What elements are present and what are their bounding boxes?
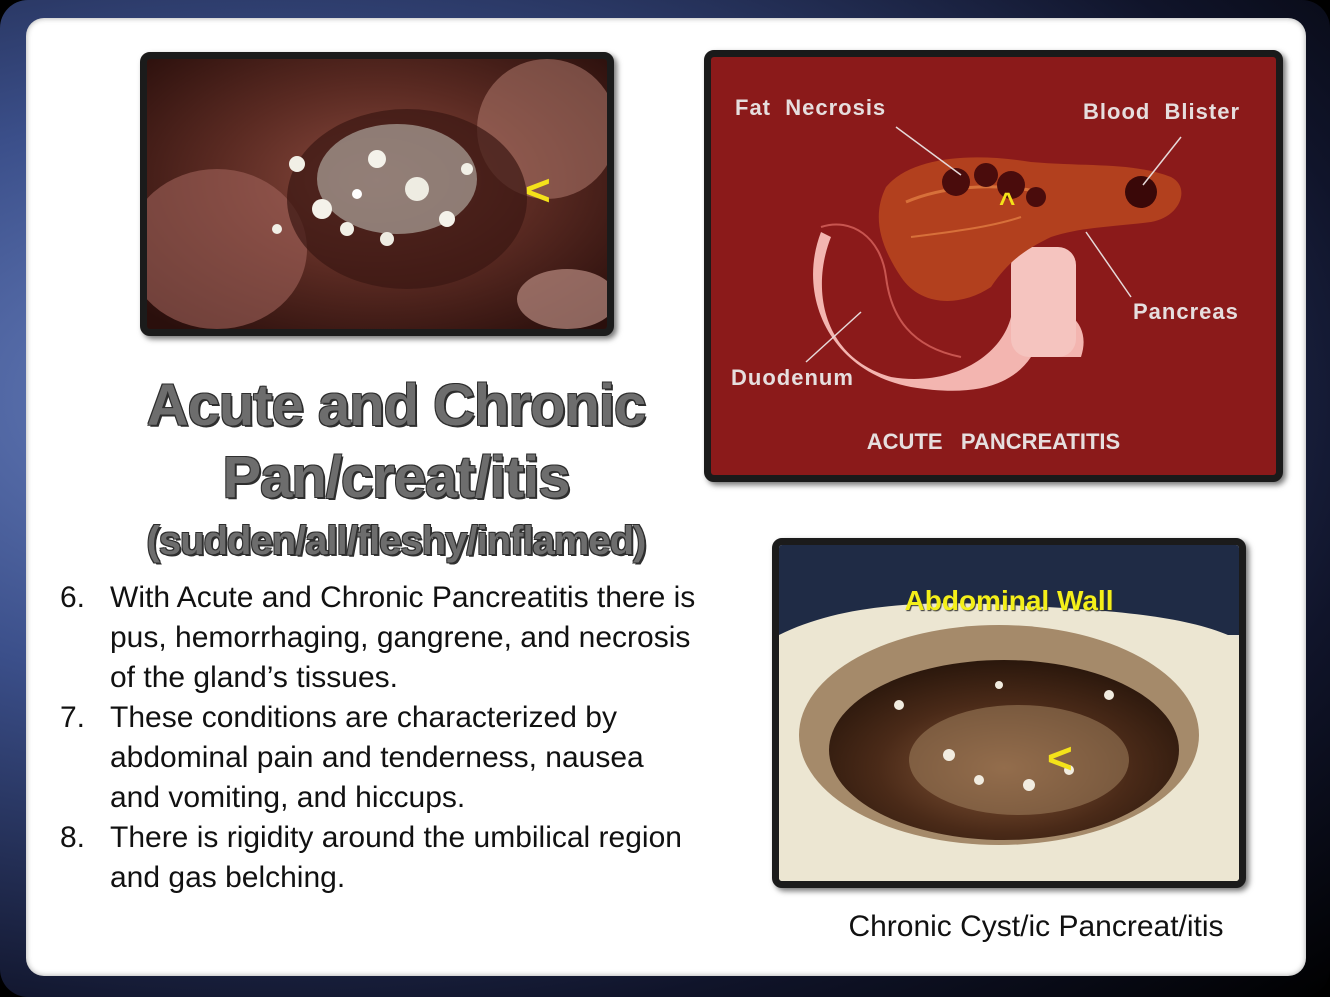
pancreas-label: Pancreas [1133,299,1239,324]
endoscopic-pointer: < [525,166,551,215]
endoscopic-photo [140,52,614,336]
blood-blister-label: Blood Blister [1083,99,1241,124]
cyst-photo [772,538,1246,888]
list-item [60,818,700,898]
list-item-text: There is rigidity around the umbilical region and gas belching. [110,821,682,894]
page-subtitle: (sudden/all/fleshy/inflamed) [146,519,646,563]
points-list [60,578,700,898]
specimen-footer-label: ACUTE PANCREATITIS [866,429,1121,454]
cyst-caption: Chronic Cyst/ic Pancreat/itis [848,910,1224,943]
list-item-text: With Acute and Chronic Pancreatitis there is pus, hemorrhaging, gangrene, and necrosis of the gland’s tissues. [110,581,696,694]
specimen-pointer: ^ [999,187,1016,218]
fat-necrosis-label: Fat Necrosis [735,95,887,120]
list-item [60,578,700,698]
cyst-pointer: < [1047,734,1073,783]
list-item-text: These conditions are characterized by abdominal pain and tenderness, nausea and vomiting, and hiccups. [110,701,644,814]
duodenum-label: Duodenum [731,365,854,390]
title-block [76,370,716,566]
page-title-line2: Pan/creat/itis [222,445,570,510]
specimen-photo [704,50,1283,482]
list-item [60,698,700,818]
page-title-line1: Acute and Chronic [146,373,646,438]
slide [26,18,1306,976]
list-item-number: 8. [60,821,86,854]
list-item-number: 6. [60,581,86,614]
abdominal-wall-label: Abdominal Wall [904,585,1114,616]
list-item-number: 7. [60,701,86,734]
